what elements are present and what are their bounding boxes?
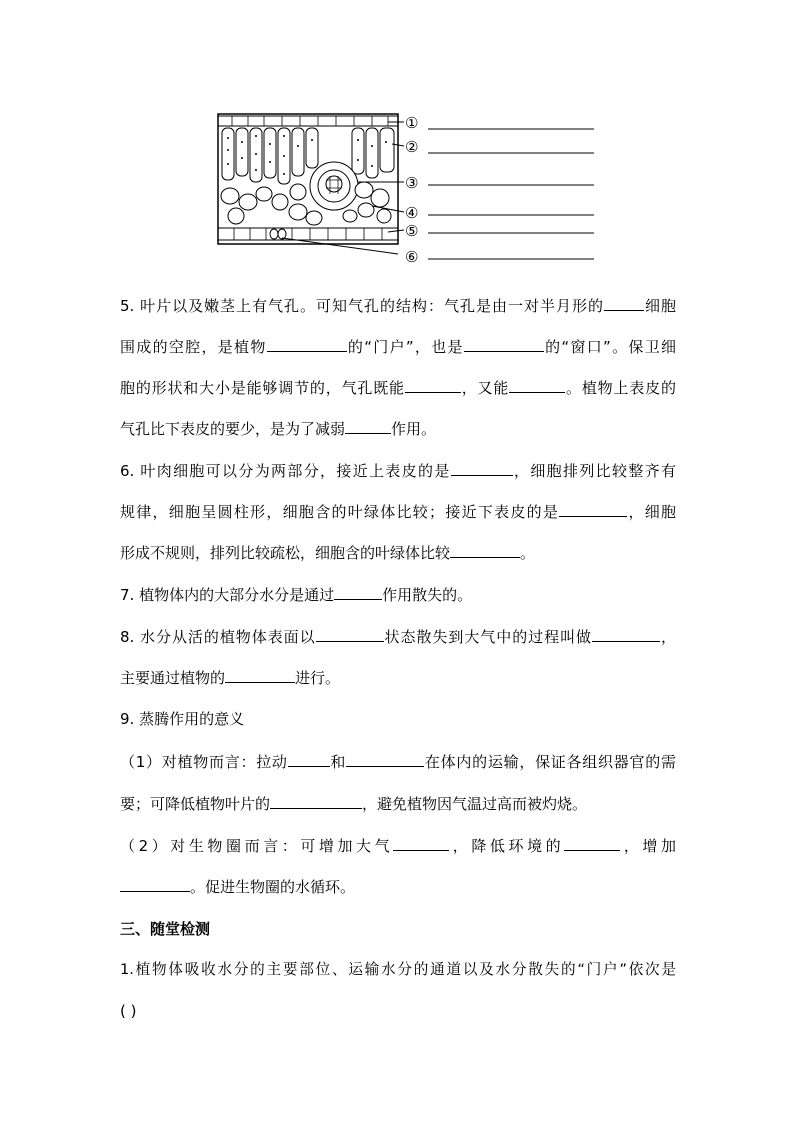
q9-part2-line-2: 。促进生物圈的水循环。: [120, 876, 676, 897]
q9-part1-line-1: （1）对植物而言：拉动 和 在体内的运输，保证各组织器官的需: [120, 753, 676, 771]
q9-part2-line-1: （2）对生物圈而言：可增加大气 ，降低环境的 ，增加: [120, 837, 676, 855]
q8-line-2: 主要通过植物的 进行。: [120, 669, 341, 687]
q7-line: 7. 植物体内的大部分水分是通过 作用散失的。: [120, 586, 473, 604]
section-heading: 三、随堂检测: [120, 920, 211, 938]
q5-line-4: 气孔比下表皮的要少，是为了减弱 作用。: [120, 420, 437, 438]
label-6: ⑥: [405, 248, 419, 266]
check1-question: 1.植物体吸收水分的主要部位、运输水分的通道以及水分散失的“门户”依次是: [120, 961, 676, 978]
q8-line-1: 8. 水分从活的植物体表面以 状态散失到大气中的过程叫做 ，: [120, 628, 676, 646]
check1-answer-bracket: ( ): [120, 1002, 137, 1020]
leaf-cross-section-figure: [202, 106, 594, 272]
q5-line-2: 围成的空腔，是植物 的“门户”，也是 的“窗口”。保卫细: [120, 338, 677, 356]
q6-line-1: 6. 叶肉细胞可以分为两部分，接近上表皮的是 ，细胞排列比较整齐有: [120, 462, 676, 480]
q6-line-3: 形成不规则，排列比较疏松，细胞含的叶绿体比较 。: [120, 544, 536, 562]
label-1: ①: [405, 114, 419, 132]
label-4: ④: [405, 204, 419, 222]
q5-line-3: 胞的形状和大小是能够调节的，气孔既能 ，又能 。植物上表皮的: [120, 379, 676, 397]
label-3: ③: [405, 174, 419, 192]
leaf-cross-section-diagram: [202, 106, 594, 272]
q9-part1-line-2: 要；可降低植物叶片的 ，避免植物因气温过高而被灼烧。: [120, 795, 588, 813]
label-5: ⑤: [405, 222, 419, 240]
q9-title: 9. 蒸腾作用的意义: [120, 710, 245, 728]
q6-line-2: 规律，细胞呈圆柱形，细胞含的叶绿体比较；接近下表皮的是 ，细胞: [120, 503, 676, 521]
q5-line-1: 5. 叶片以及嫩茎上有气孔。可知气孔的结构：气孔是由一对半月形的 细胞: [120, 297, 676, 315]
label-2: ②: [405, 138, 419, 156]
